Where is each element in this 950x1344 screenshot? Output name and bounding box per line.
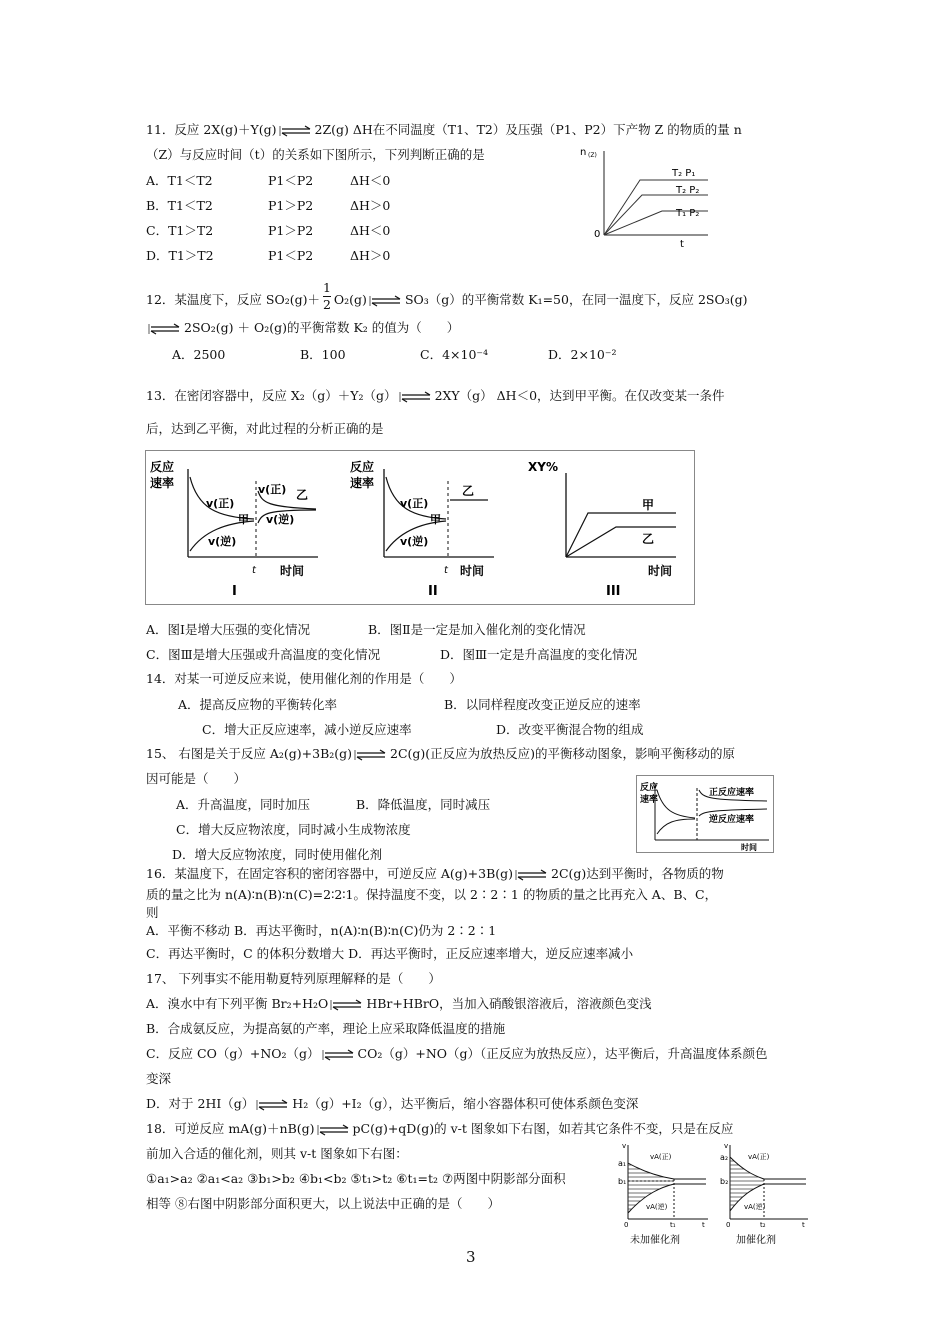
q13-g1-time: 时间 bbox=[280, 564, 305, 578]
q12-text-c: SO₃（g）的平衡常数 K₁=50，在同一温度下，反应 2SO₃(g) bbox=[404, 292, 748, 307]
q12-text-a: 12．某温度下，反应 SO₂(g)＋ bbox=[146, 292, 320, 307]
q17-option-b: B．合成氨反应，为提高氨的产率，理论上应采取降低温度的措施 bbox=[146, 1021, 506, 1036]
q11-fig-origin: 0 bbox=[594, 229, 601, 240]
reversible-arrow-icon bbox=[399, 391, 433, 403]
q16-text-b: 2C(g)达到平衡时，各物质的物 bbox=[551, 866, 724, 881]
q11-option-c-h: ΔH＜0 bbox=[350, 223, 391, 238]
q13-g1-number: I bbox=[232, 584, 237, 599]
q13-option-b: B．图Ⅱ是一定是加入催化剂的变化情况 bbox=[368, 622, 586, 637]
q13-option-c: C．图Ⅲ是增大压强或升高温度的变化情况 bbox=[146, 647, 381, 662]
q17-a-text-b: HBr+HBrO，当加入硝酸银溶液后，溶液颜色变浅 bbox=[366, 996, 652, 1011]
q13-g1-ylabel2: 速率 bbox=[150, 476, 175, 490]
q13-g3-time: 时间 bbox=[648, 564, 673, 578]
q12-option-c: C．4×10⁻⁴ bbox=[420, 347, 489, 362]
q16-line5: C．再达平衡时，C 的体积分数增大 D．再达平衡时，正反应速率增大，逆反应速率减小 bbox=[146, 946, 634, 961]
q13-text-b: 2XY（g） ΔH＜0，达到甲平衡。在仅改变某一条件 bbox=[434, 388, 725, 403]
q13-g3-number: III bbox=[606, 584, 621, 599]
q18-g1-vz: vA(正) bbox=[650, 1153, 672, 1161]
reversible-arrow-icon bbox=[354, 749, 388, 761]
q11-fig-curve2-label: T₂ P₂ bbox=[676, 185, 700, 196]
q14-option-c: C．增大正反应速率，减小逆反应速率 bbox=[202, 722, 412, 737]
q15-fig-ylabel1: 反应 bbox=[640, 783, 659, 793]
q13-g1-vn2: v(逆) bbox=[266, 513, 295, 526]
q17-option-c-line2: 变深 bbox=[146, 1071, 172, 1086]
q18-g2-caption: 加催化剂 bbox=[736, 1235, 776, 1246]
q13-option-d: D．图Ⅲ一定是升高温度的变化情况 bbox=[440, 647, 638, 662]
q11-option-d-t: D．T1＞T2 bbox=[146, 248, 214, 263]
q13-graph-2 bbox=[350, 459, 494, 599]
q11-option-a-h: ΔH＜0 bbox=[350, 173, 391, 188]
reversible-arrow-icon bbox=[148, 323, 182, 335]
q13-g2-t: t bbox=[444, 565, 448, 576]
q17-d-text-a: D．对于 2HI（g） bbox=[146, 1096, 255, 1111]
q18-g2-b2: b₂ bbox=[720, 1177, 729, 1186]
q18-g1-a1: a₁ bbox=[618, 1159, 627, 1168]
q15-rate-graph bbox=[636, 775, 774, 853]
q18-graph-no-catalyst bbox=[618, 1142, 708, 1246]
reversible-arrow-icon bbox=[317, 1124, 351, 1136]
q13-g1-ylabel1: 反应 bbox=[150, 460, 175, 474]
q18-g2-t2: t₂ bbox=[760, 1221, 766, 1229]
q17-option-a bbox=[146, 995, 652, 1013]
q16-line4: A．平衡不移动 B．再达平衡时，n(A)∶n(B)∶n(C)仍为 2∶2∶1 bbox=[146, 923, 497, 938]
q18-g1-origin: 0 bbox=[624, 1221, 629, 1229]
q18-g1-b1: b₁ bbox=[618, 1177, 627, 1186]
q13-graph-3 bbox=[528, 460, 676, 599]
q18-g1-t: t bbox=[702, 1221, 705, 1229]
q11-option-c-t: C．T1＞T2 bbox=[146, 223, 214, 238]
q13-g2-vz: v(正) bbox=[400, 497, 429, 510]
q16-line1 bbox=[146, 865, 724, 883]
q13-g2-number: II bbox=[428, 584, 438, 599]
q15-option-b: B．降低温度，同时减压 bbox=[356, 797, 491, 812]
q12-line1 bbox=[146, 280, 748, 317]
reversible-arrow-icon bbox=[322, 1049, 356, 1061]
page-number: 3 bbox=[466, 1248, 476, 1266]
q13-g2-jia: 甲 bbox=[430, 513, 441, 526]
q12-option-d: D．2×10⁻² bbox=[548, 347, 617, 362]
q11-option-a-t: A．T1＜T2 bbox=[146, 173, 213, 188]
q15-option-d: D．增大反应物浓度，同时使用催化剂 bbox=[172, 847, 383, 862]
q18-g1-t1: t₁ bbox=[670, 1221, 676, 1229]
q11-nz-t-graph bbox=[576, 143, 714, 248]
q13-option-a: A．图Ⅰ是增大压强的变化情况 bbox=[146, 622, 310, 637]
q18-g2-v: v bbox=[724, 1142, 729, 1150]
q17-c-text-b: CO₂（g）+NO（g）（正反应为放热反应），达平衡后，升高温度体系颜色 bbox=[357, 1046, 768, 1061]
q14-option-a: A．提高反应物的平衡转化率 bbox=[178, 697, 338, 712]
q11-fig-curve3-label: T₁ P₂ bbox=[676, 208, 700, 219]
q11-fig-ysub: (Z) bbox=[588, 152, 597, 159]
q15-option-a: A．升高温度，同时加压 bbox=[176, 797, 311, 812]
q17-d-text-b: H₂（g）+I₂（g），达平衡后，缩小容器体积可使体系颜色变深 bbox=[292, 1096, 639, 1111]
q11-option-a-p: P1＜P2 bbox=[268, 173, 314, 188]
q18-g1-v: v bbox=[622, 1142, 627, 1150]
q18-g1-caption: 未加催化剂 bbox=[630, 1235, 680, 1246]
q15-fig-forward-label: 正反应速率 bbox=[709, 788, 755, 798]
q15-text-a: 15、 右图是关于反应 A₂(g)+3B₂(g) bbox=[146, 746, 353, 761]
q12-text-b: O₂(g) bbox=[333, 292, 367, 307]
q17-a-text-a: A．溴水中有下列平衡 Br₂+H₂O bbox=[146, 996, 329, 1011]
q18-g2-t: t bbox=[802, 1221, 805, 1229]
q12-option-a: A．2500 bbox=[172, 347, 226, 362]
q18-g2-origin: 0 bbox=[726, 1221, 731, 1229]
q13-line2: 后，达到乙平衡，对此过程的分析正确的是 bbox=[146, 421, 384, 436]
q18-line2: 前加入合适的催化剂，则其 v-t 图象如下右图： bbox=[146, 1146, 408, 1161]
q12-line2 bbox=[146, 319, 459, 337]
reversible-arrow-icon bbox=[515, 869, 549, 881]
q17-c-text-a: C．反应 CO（g）+NO₂（g） bbox=[146, 1046, 320, 1061]
q17-option-d bbox=[146, 1095, 638, 1113]
q13-g1-vn: v(逆) bbox=[208, 535, 237, 548]
q15-line1 bbox=[146, 745, 735, 763]
q13-g2-ylabel2: 速率 bbox=[350, 476, 375, 490]
q11-option-d-p: P1＜P2 bbox=[268, 248, 314, 263]
q16-line2: 质的量之比为 n(A)∶n(B)∶n(C)=2∶2∶1。保持温度不变，以 2∶2∶1 的物质的量之比再充入 A、B、C， bbox=[146, 887, 718, 902]
reversible-arrow-icon bbox=[279, 125, 313, 137]
q18-line3: ①a₁>a₂ ②a₁<a₂ ③b₁>b₂ ④b₁<b₂ ⑤t₁>t₂ ⑥t₁=t₂ ⑦两图中阴影部分面积 bbox=[146, 1171, 566, 1186]
q18-g2-vn: vA(逆) bbox=[744, 1203, 766, 1211]
q15-fig-time-label: 时间 bbox=[741, 843, 757, 852]
q18-g2-a2: a₂ bbox=[720, 1153, 729, 1162]
q15-option-c: C．增大反应物浓度，同时减小生成物浓度 bbox=[176, 822, 411, 837]
q11-fig-ylabel: n bbox=[580, 147, 587, 158]
q15-line2: 因可能是（ ） bbox=[146, 771, 247, 786]
reversible-arrow-icon bbox=[256, 1099, 290, 1111]
q11-option-b-p: P1＞P2 bbox=[268, 198, 314, 213]
q17-stem: 17、 下列事实不能用勒夏特列原理解释的是（ ） bbox=[146, 971, 441, 986]
q14-stem: 14．对某一可逆反应来说，使用催化剂的作用是（ ） bbox=[146, 671, 462, 686]
q18-text-b: pC(g)+qD(g)的 v-t 图象如下右图，如若其它条件不变，只是在反应 bbox=[352, 1121, 734, 1136]
q11-line2: （Z）与反应时间（t）的关系如下图所示，下列判断正确的是 bbox=[146, 147, 485, 162]
q13-g2-vn: v(逆) bbox=[400, 535, 429, 548]
q12-text-l2: 2SO₂(g) ＋ O₂(g)的平衡常数 K₂ 的值为（ ） bbox=[184, 320, 460, 335]
q17-option-c bbox=[146, 1045, 768, 1063]
q16-line3: 则 bbox=[146, 905, 159, 920]
q11-fig-xlabel: t bbox=[680, 239, 684, 248]
q13-figure-panel bbox=[145, 450, 695, 605]
q13-g1-jia: 甲 bbox=[238, 513, 249, 526]
q13-g1-t: t bbox=[252, 565, 256, 576]
q11-option-b-h: ΔH＞0 bbox=[350, 198, 391, 213]
q13-g2-ylabel1: 反应 bbox=[350, 460, 375, 474]
q18-graph-catalyst bbox=[720, 1142, 808, 1246]
q12-frac-den: 2 bbox=[322, 297, 331, 312]
q13-graph-1 bbox=[150, 459, 318, 599]
q11-option-b-t: B．T1＜T2 bbox=[146, 198, 213, 213]
q13-g3-ylabel: XY% bbox=[528, 460, 558, 474]
q12-option-b: B．100 bbox=[300, 347, 346, 362]
q18-vt-graphs bbox=[616, 1139, 812, 1249]
q18-g2-vz: vA(正) bbox=[748, 1153, 770, 1161]
q13-g1-yi: 乙 bbox=[296, 488, 309, 502]
q16-text-a: 16．某温度下，在固定容积的密闭容器中，可逆反应 A(g)+3B(g) bbox=[146, 866, 514, 881]
q18-g1-vn: vA(逆) bbox=[646, 1203, 668, 1211]
q18-text-a: 18．可逆反应 mA(g)＋nB(g) bbox=[146, 1121, 315, 1136]
q11-option-d-h: ΔH＞0 bbox=[350, 248, 391, 263]
q11-text-a: 11．反应 2X(g)＋Y(g) bbox=[146, 122, 277, 137]
q18-line4: 相等 ⑧右图中阴影部分面积更大，以上说法中正确的是（ ） bbox=[146, 1196, 500, 1211]
q13-g1-vz2: v(正) bbox=[258, 483, 287, 496]
reversible-arrow-icon bbox=[369, 295, 403, 307]
q15-fig-reverse-label: 逆反应速率 bbox=[709, 815, 755, 825]
q11-option-c-p: P1＞P2 bbox=[268, 223, 314, 238]
q13-g3-jia: 甲 bbox=[642, 498, 655, 512]
q13-text-a: 13．在密闭容器中，反应 X₂（g）＋Y₂（g） bbox=[146, 388, 397, 403]
q15-fig-ylabel2: 速率 bbox=[640, 795, 659, 805]
q11-fig-curve1-label: T₂ P₁ bbox=[672, 168, 696, 179]
q12-frac-num: 1 bbox=[322, 280, 331, 295]
q14-option-b: B．以同样程度改变正逆反应的速率 bbox=[444, 697, 641, 712]
q13-g2-yi: 乙 bbox=[462, 484, 475, 498]
q13-g1-vz: v(正) bbox=[206, 497, 235, 510]
q13-g2-time: 时间 bbox=[460, 564, 485, 578]
q18-line1 bbox=[146, 1120, 733, 1138]
reversible-arrow-icon bbox=[330, 999, 364, 1011]
q13-g3-yi: 乙 bbox=[642, 532, 655, 546]
q11-line1 bbox=[146, 121, 742, 139]
q14-option-d: D．改变平衡混合物的组成 bbox=[496, 722, 644, 737]
q13-line1 bbox=[146, 387, 725, 405]
q15-text-b: 2C(g)(正反应为放热反应)的平衡移动图象，影响平衡移动的原 bbox=[390, 746, 736, 761]
q12-fraction bbox=[323, 280, 331, 313]
q11-text-b: 2Z(g) ΔH在不同温度（T1、T2）及压强（P1、P2）下产物 Z 的物质的量 n bbox=[314, 122, 742, 137]
